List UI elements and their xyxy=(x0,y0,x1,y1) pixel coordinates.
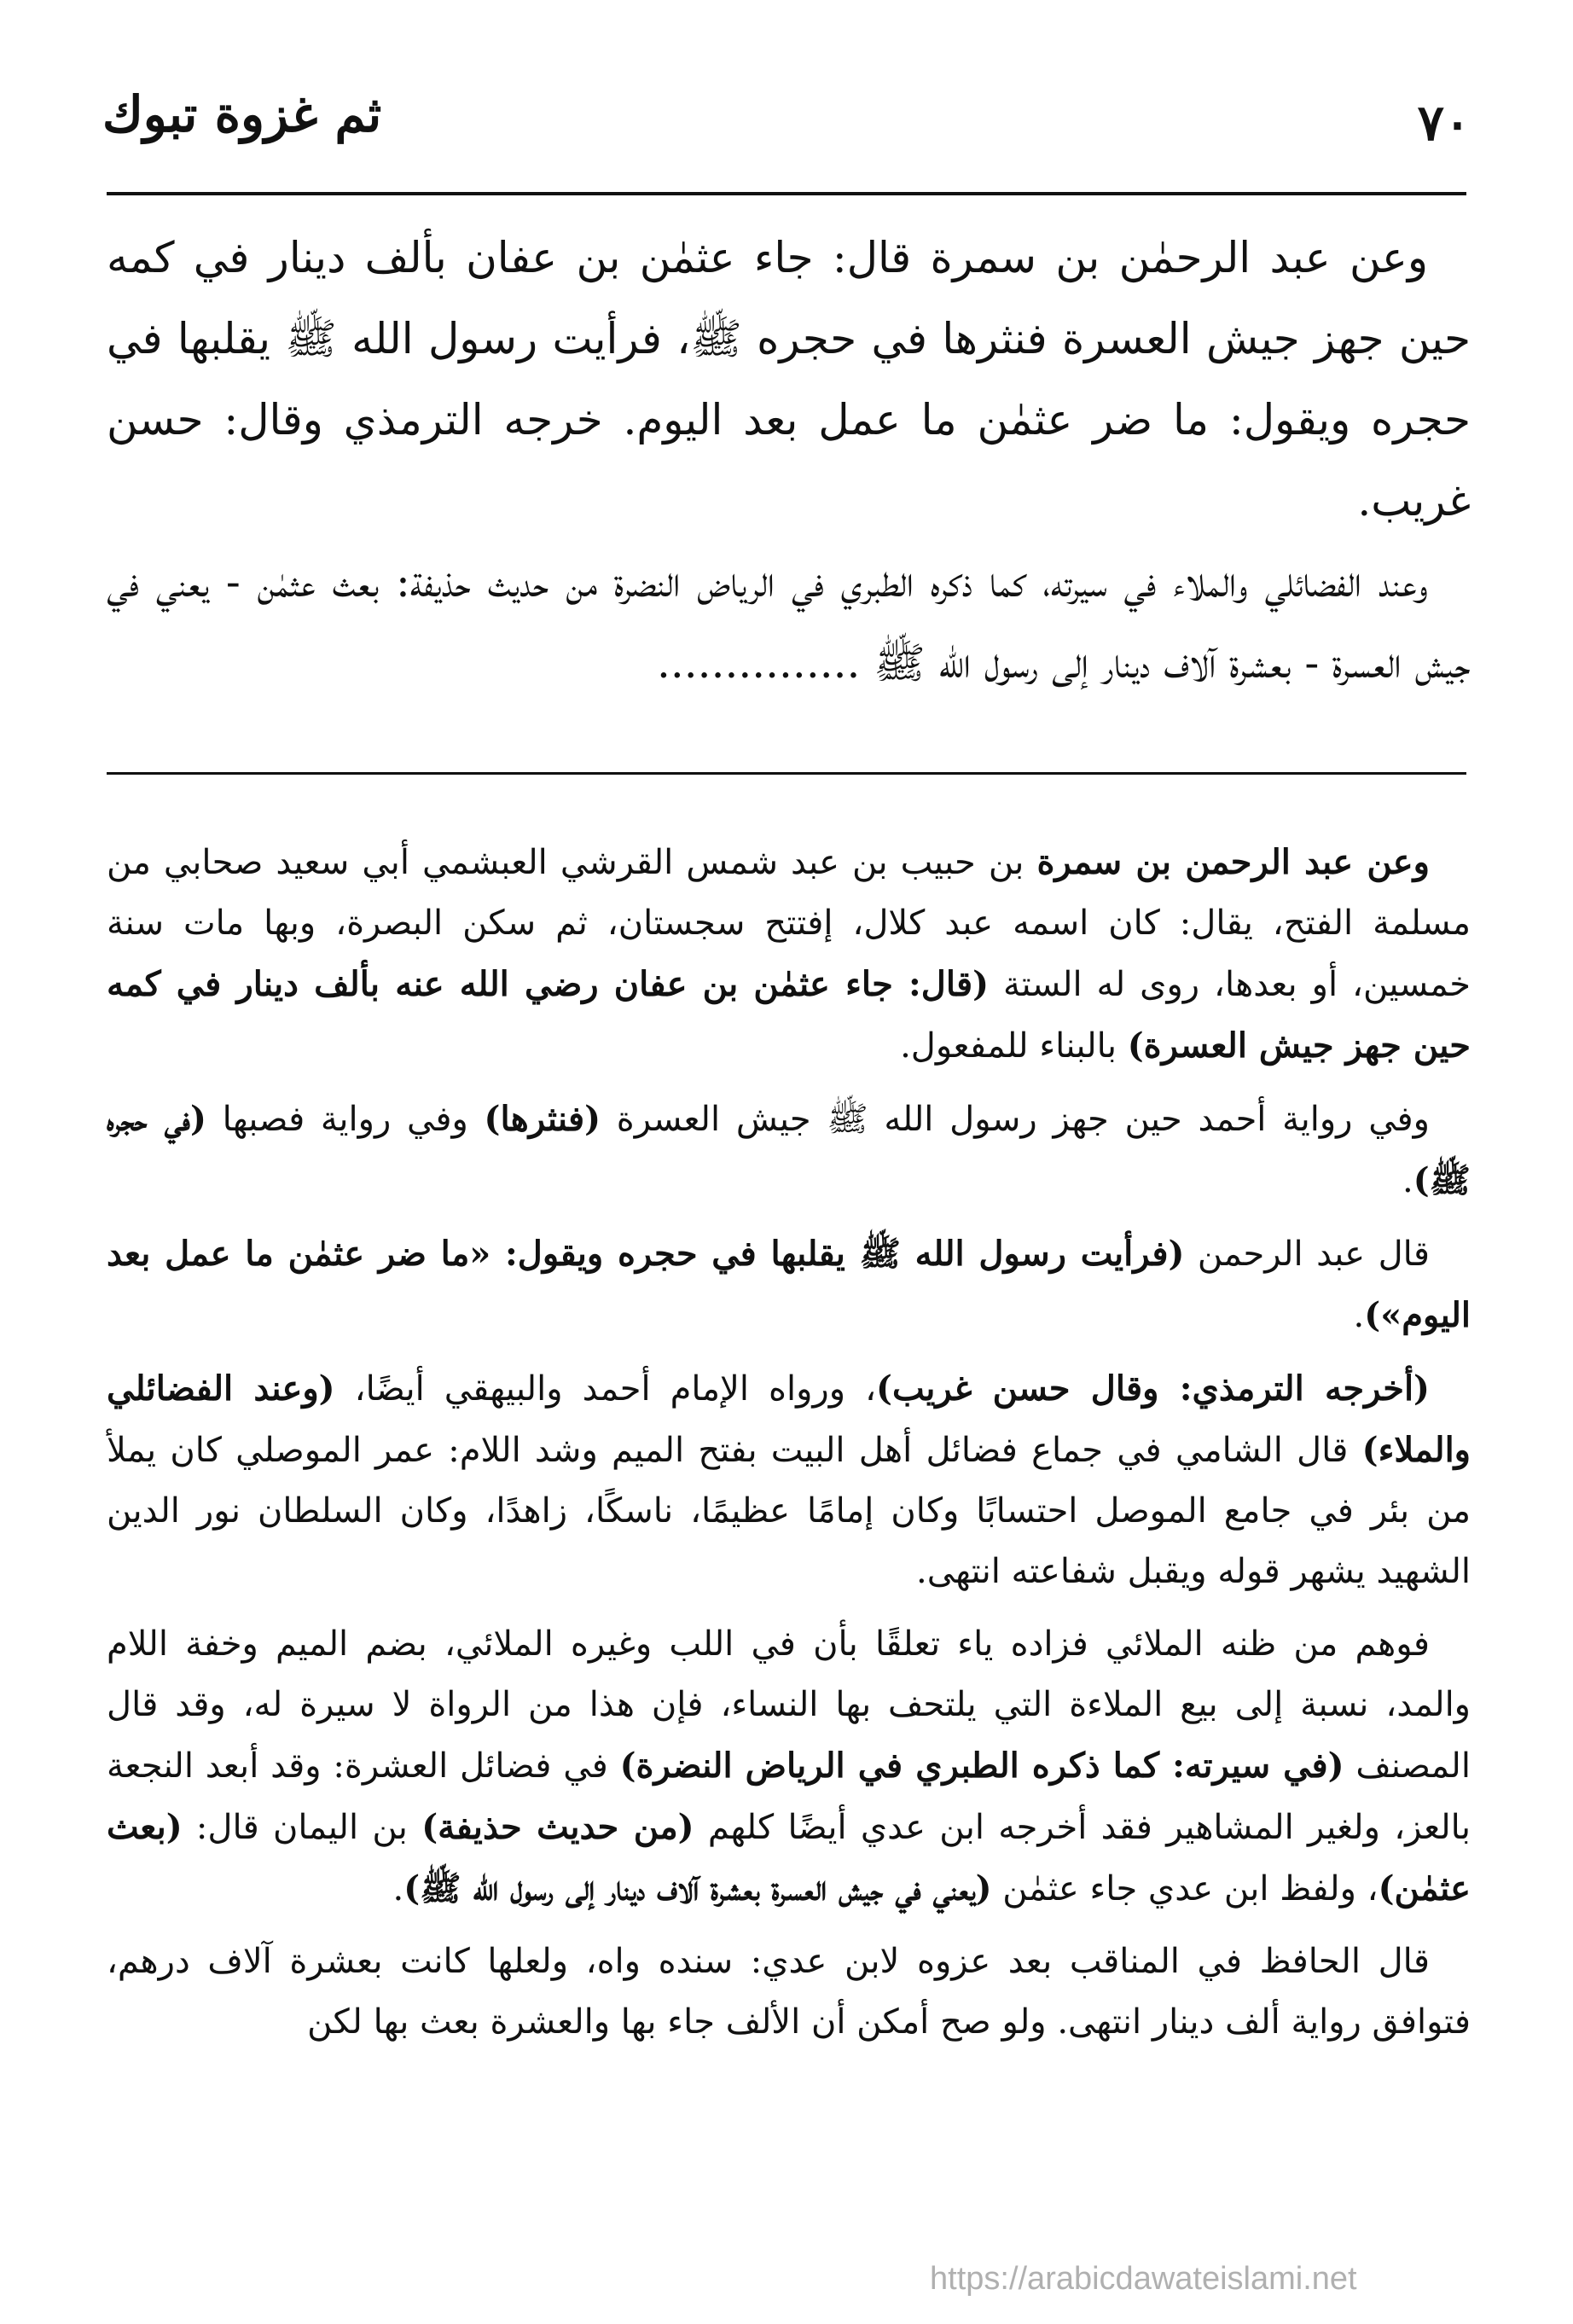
commentary-text: . xyxy=(1402,1161,1413,1200)
commentary xyxy=(107,832,1471,2214)
commentary-text: في فضائل العشرة: وقد أبعد النجعة بالعز، ولغير المشاهير فقد أخرجه ابن عدي أيضًا كلهم xyxy=(107,1746,1471,1847)
dotted-leader: ............... xyxy=(657,638,861,688)
section-divider xyxy=(107,772,1466,775)
bold-quote: (وعند الفضائلي والملاء) xyxy=(107,1368,1471,1470)
running-title: ثم غزوة تبوك xyxy=(102,85,382,143)
bold-quote: (فرأيت رسول الله ﷺ يقلبها في حجره ويقول: «ما ضر عثمٰن ما عمل بعد اليوم») xyxy=(107,1234,1471,1335)
commentary-text: بن اليمان قال: xyxy=(182,1808,422,1847)
commentary-text: قال الشامي في جماع فضائل أهل البيت بفتح الميم وشد اللام: عمر الموصلي كان يملأ من بئر في جامع الموصل احتسابًا وكان إمامًا عظيمًا، ناسكًا، زاهدًا، وكان السلطان نور الدين الشهيد يشهر قوله ويقبل شفاعته انتهى. xyxy=(107,1431,1471,1591)
commentary-paragraph xyxy=(107,1932,1471,2053)
commentary-text: وفي رواية أحمد حين جهز رسول الله ﷺ جيش العسرة xyxy=(601,1100,1430,1139)
commentary-text: . xyxy=(392,1869,404,1909)
bold-quote: (يعني في جيش العسرة بعشرة آلاف دينار إلى رسول الله ﷺ) xyxy=(403,1868,992,1909)
page-header xyxy=(102,77,1471,179)
commentary-text: بن حبيب بن عبد شمس القرشي العبشمي أبي سعيد صحابي من مسلمة الفتح، يقال: كان اسمه عبد كلال، إفتتح سجستان، ثم سكن البصرة، وبها مات سنة خمسين، أو بعدها، روى له الستة xyxy=(107,843,1471,1004)
commentary-text: . xyxy=(1353,1296,1365,1335)
main-text xyxy=(107,218,1471,764)
bold-quote: وعن عبد الرحمن بن سمرة xyxy=(1036,842,1430,882)
bold-quote: (في سيرته: كما ذكره الطبري في الرياض النضرة) xyxy=(619,1746,1344,1786)
watermark-url: https://arabicdawateislami.net xyxy=(930,2261,1357,2297)
bold-quote: (في حجره ﷺ) xyxy=(107,1099,1471,1200)
main-paragraph-2 xyxy=(107,542,1471,704)
bold-quote: (من حديث حذيفة) xyxy=(421,1807,694,1847)
bold-quote: (بعث عثمٰن) xyxy=(107,1807,1471,1909)
commentary-paragraph xyxy=(107,1089,1471,1211)
commentary-paragraph xyxy=(107,1223,1471,1346)
commentary-text: ، ورواه الإمام أحمد والبيهقي أيضًا، xyxy=(334,1369,877,1409)
main-paragraph-1: وعن عبد الرحمٰن بن سمرة قال: جاء عثمٰن بن عفان بألف دينار في كمه حين جهز جيش العسرة فنثرها في حجره ﷺ، فرأيت رسول الله ﷺ يقلبها في حجره ويقول: ما ضر عثمٰن ما عمل بعد اليوم. خرجه الترمذي وقال: حسن غريب. xyxy=(107,233,1471,526)
bold-quote: (أخرجه الترمذي: وقال حسن غريب) xyxy=(876,1368,1430,1409)
commentary-paragraph xyxy=(107,832,1471,1077)
commentary-text: ، ولفظ ابن عدي جاء عثمٰن xyxy=(991,1869,1379,1909)
main-paragraph-2-text: وعند الفضائلي والملاء في سيرته، كما ذكره الطبري في الرياض النضرة من حديث حذيفة: بعث عثمٰن - يعني في جيش العسرة - بعشرة آلاف دينار إلى رسول الله ﷺ xyxy=(107,557,1471,688)
commentary-paragraph xyxy=(107,1614,1471,1920)
bold-quote: (فنثرها) xyxy=(484,1099,601,1139)
commentary-text: فوهم من ظنه الملائي فزاده ياء تعلقًا بأن في اللب وغيره الملائي، بضم الميم وخفة اللام والمد، نسبة إلى بيع الملاءة التي يلتحف بها النساء، فإن هذا من الرواة لا سيرة له، وقد قال المصنف xyxy=(107,1624,1471,1786)
commentary-text: قال الحافظ في المناقب بعد عزوه لابن عدي: سنده واه، ولعلها كانت بعشرة آلاف درهم، فتوافق رواية ألف دينار انتهى. ولو صح أمكن أن الألف جاء بها والعشرة بعث بها لكن xyxy=(107,1942,1471,2042)
commentary-text: وفي رواية فصبها xyxy=(206,1100,485,1139)
header-rule xyxy=(107,192,1466,195)
commentary-text: قال عبد الرحمن xyxy=(1184,1235,1430,1274)
commentary-paragraph xyxy=(107,1358,1471,1602)
commentary-text: بالبناء للمفعول. xyxy=(900,1026,1128,1066)
bold-quote: (قال: جاء عثمٰن بن عفان رضي الله عنه بألف دينار في كمه حين جهز جيش العسرة) xyxy=(107,964,1471,1066)
page-number: ٧٠ xyxy=(1417,94,1471,152)
